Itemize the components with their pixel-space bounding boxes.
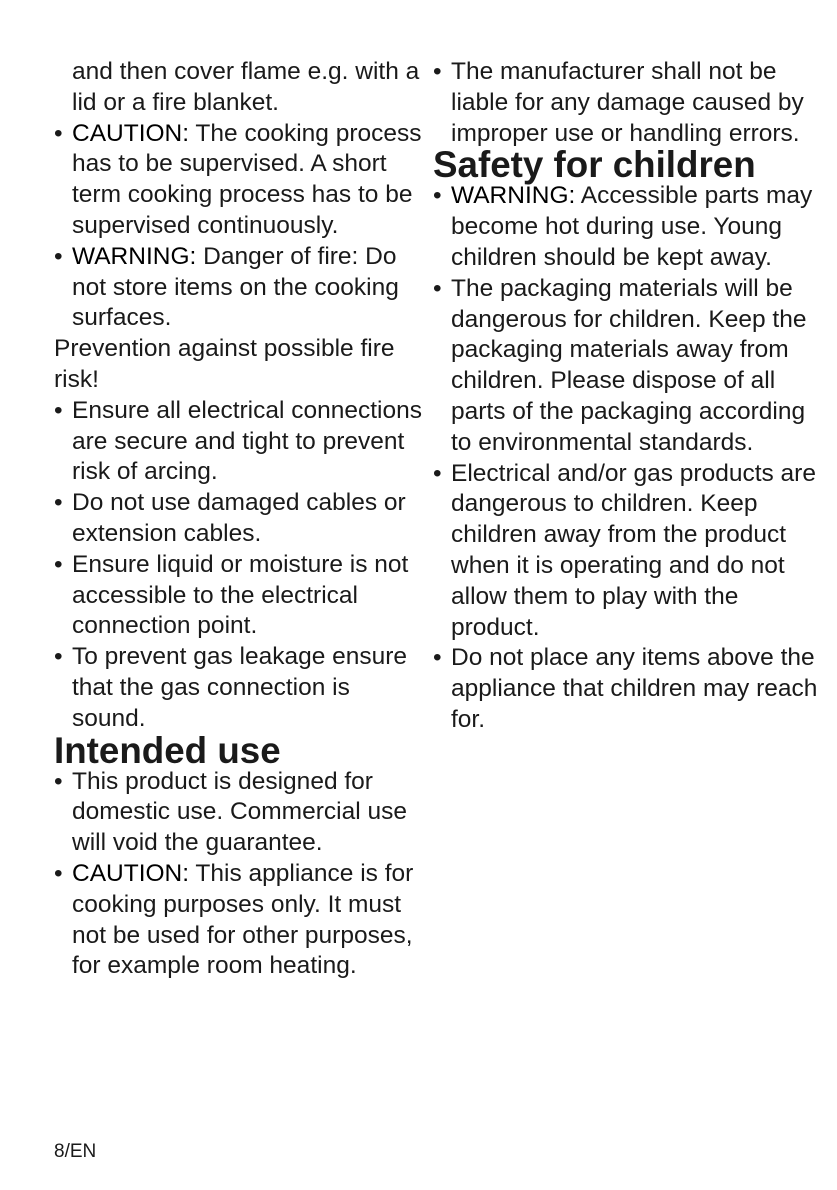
list-item [54, 642, 424, 734]
intended-use-heading: Intended use [54, 729, 281, 771]
bullet-icon: • [433, 182, 442, 210]
list-item-text: Accessible parts may become hot during use. Young children should be kept away. [451, 182, 813, 271]
warning-label: WARNING: [451, 182, 576, 210]
bullet-icon: • [54, 119, 63, 147]
caution-label: CAUTION: [72, 859, 190, 887]
bullet-icon: • [54, 242, 63, 270]
list-item [54, 242, 424, 334]
prevention-paragraph: Prevention against possible fire risk! [54, 335, 395, 393]
list-item-text: Danger of fire: Do not store items on the cooking surfaces. [72, 242, 399, 332]
safety-for-children-heading: Safety for children [433, 144, 756, 186]
bullet-icon: • [433, 274, 442, 302]
list-item [54, 859, 424, 982]
list-item-text: Ensure all electrical connections are secure and tight to prevent risk of arcing. [72, 396, 422, 486]
list-item-text: To prevent gas leakage ensure that the gas connection is sound. [72, 643, 408, 732]
caution-label: CAUTION: [72, 119, 190, 147]
list-item-text: Do not place any items above the appliance that children may reach for. [451, 644, 818, 733]
page-number: 8/EN [54, 1141, 97, 1162]
list-item-text: This appliance is for cooking purposes only. It must not be used for other purposes, for example room heating. [72, 859, 414, 980]
bullet-icon: • [54, 643, 63, 671]
list-item [433, 274, 828, 459]
bullet-icon: • [433, 644, 442, 672]
list-item [54, 550, 424, 642]
bullet-icon: • [54, 859, 63, 887]
list-item-text: The manufacturer shall not be liable for any damage caused by improper use or handling errors. [451, 58, 804, 147]
list-item [433, 181, 828, 273]
bullet-icon: • [433, 459, 442, 487]
bullet-icon: • [54, 396, 63, 424]
list-item-text: Ensure liquid or moisture is not accessible to the electrical connection point. [72, 550, 409, 640]
warning-label: WARNING: [72, 242, 197, 270]
right-column [433, 57, 828, 736]
list-item [54, 396, 424, 488]
list-item [433, 57, 828, 149]
list-item [54, 119, 424, 242]
list-item [54, 488, 424, 550]
continued-text: and then cover flame e.g. with a lid or a fire blanket. [72, 58, 420, 116]
bullet-icon: • [433, 58, 442, 85]
left-column [54, 57, 424, 982]
list-item-text: This product is designed for domestic use. Commercial use will void the guarantee. [72, 767, 407, 857]
list-item [433, 459, 828, 644]
list-item-text: The packaging materials will be dangerous for children. Keep the packaging materials away from children. Please dispose of all parts of the packaging according to environmental standards. [451, 274, 807, 456]
bullet-icon: • [54, 767, 63, 795]
list-item-text: Electrical and/or gas products are dangerous to children. Keep children away from the product when it is operating and do not allow them to play with the product. [451, 459, 816, 641]
bullet-icon: • [54, 550, 63, 578]
list-item [54, 767, 424, 859]
list-item-text: The cooking process has to be supervised. A short term cooking process has to be supervised continuously. [72, 119, 422, 239]
list-item-text: Do not use damaged cables or extension cables. [72, 489, 406, 547]
list-item [433, 643, 828, 735]
bullet-icon: • [54, 489, 63, 517]
